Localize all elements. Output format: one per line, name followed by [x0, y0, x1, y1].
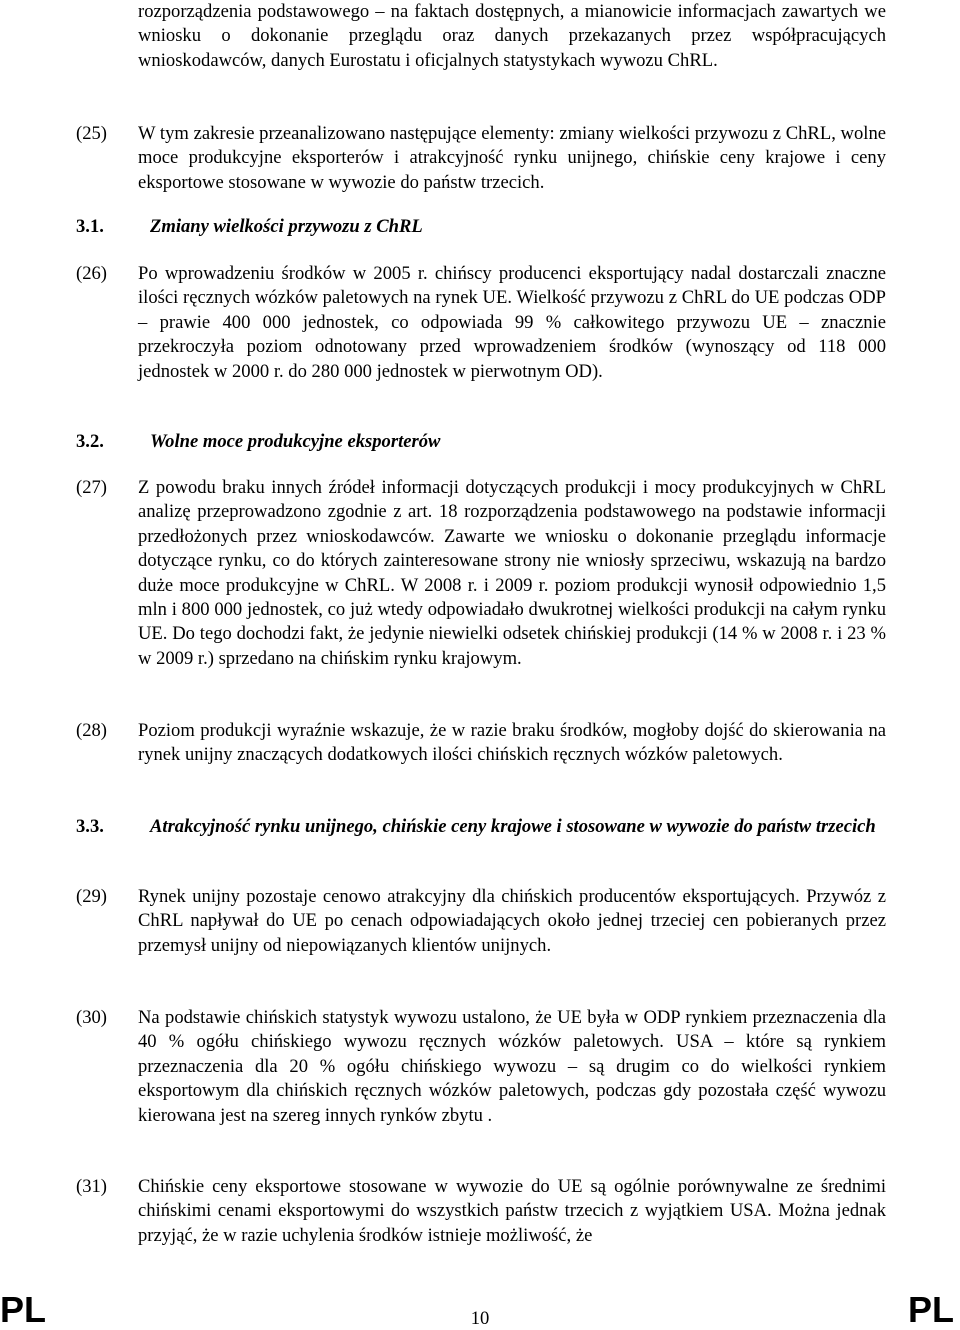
section-title: Atrakcyjność rynku unijnego, chińskie ceny krajowe i stosowane w wywozie do państw trzecich — [150, 816, 876, 837]
paragraph-number: (31) — [76, 1176, 107, 1197]
paragraph-number: (26) — [76, 263, 107, 284]
section-heading-3-1 — [76, 215, 886, 239]
paragraph-31 — [76, 1175, 886, 1248]
paragraph-25 — [76, 122, 886, 195]
footer-language-label-left: PL — [0, 1289, 47, 1330]
paragraph-text: W tym zakresie przeanalizowano następujące elementy: zmiany wielkości przywozu z ChRL, wolne moce produkcyjne eksporterów i atrakcyjność rynku unijnego, chińskie ceny krajowe i ceny eksportowe stosowane w wywozie do państw trzecich. — [138, 123, 886, 193]
paragraph-29 — [76, 885, 886, 958]
section-number: 3.3. — [76, 816, 104, 837]
paragraph-text: Na podstawie chińskich statystyk wywozu ustalono, że UE była w ODP rynkiem przeznaczenia dla 40 % ogółu chińskiego wywozu ręcznych wózków paletowych. USA – które są rynkiem przeznaczenia dla 20 % ogółu chińskiego wywozu – są drugim co do wielkości rynkiem eksportowym dla chińskich ręcznych wózków paletowych, podczas gdy pozostała część wywozu kierowana jest na szereg innych rynków zbytu . — [138, 1007, 886, 1126]
paragraph-text: Rynek unijny pozostaje cenowo atrakcyjny dla chińskich producentów eksportujących. Przywóz z ChRL napływał do UE po cenach odpowiadających około jednej trzeciej cen pobieranych przez przemysł unijny od niepowiązanych klientów unijnych. — [138, 886, 886, 956]
section-heading-3-3 — [76, 815, 886, 839]
paragraph-number: (25) — [76, 123, 107, 144]
paragraph-number: (27) — [76, 477, 107, 498]
paragraph-number: (29) — [76, 886, 107, 907]
paragraph-number: (28) — [76, 720, 107, 741]
paragraph-text: Poziom produkcji wyraźnie wskazuje, że w razie braku środków, mogłoby dojść do skierowania na rynek unijny znaczących dodatkowych ilości chińskich ręcznych wózków paletowych. — [138, 720, 886, 766]
paragraph-28 — [76, 719, 886, 768]
footer-language-label-right: PL — [907, 1289, 954, 1330]
paragraph-text: Chińskie ceny eksportowe stosowane w wywozie do UE są ogólnie porównywalne ze średnimi chińskimi cenami eksportowymi do wszystkich państw trzecich z wyjątkiem USA. Można jednak przyjąć, że w razie uchylenia środków istnieje możliwość, że — [138, 1176, 886, 1246]
paragraph-27 — [76, 476, 886, 671]
paragraph-26 — [76, 262, 886, 384]
section-title: Zmiany wielkości przywozu z ChRL — [150, 216, 423, 237]
section-title: Wolne moce produkcyjne eksporterów — [150, 431, 441, 452]
paragraph-text: Z powodu braku innych źródeł informacji dotyczących produkcji i mocy produkcyjnych w ChRL analizę przeprowadzono zgodnie z art. 18 rozporządzenia podstawowego na podstawie informacji przedłożonych przez wnioskodawców. Zawarte we wniosku o dokonanie przeglądu informacje dotyczące rynku, co do których zainteresowane strony nie wniosły sprzeciwu, wskazują na bardzo duże moce produkcyjne w ChRL. W 2008 r. i 2009 r. poziom produkcji wynosił odpowiednio 1,5 mln i 800 000 jednostek, co już wtedy odpowiadało dwukrotnej wielkości produkcji na całym rynku UE. Do tego dochodzi fakt, że jedynie niewielki odsetek chińskiej produkcji (14 % w 2008 r. i 23 % w 2009 r.) sprzedano na chińskim rynku krajowym. — [138, 477, 886, 669]
section-number: 3.2. — [76, 431, 104, 452]
page-number: 10 — [470, 1308, 490, 1329]
paragraph-number: (30) — [76, 1007, 107, 1028]
intro-paragraph-continuation: rozporządzenia podstawowego – na faktach dostępnych, a mianowicie informacjach zawartych we wniosku o dokonanie przeglądu oraz danych przekazanych przez współpracujących wnioskodawców, danych Eurostatu i oficjalnych statystykach wywozu ChRL. — [138, 1, 886, 71]
paragraph-30 — [76, 1006, 886, 1128]
paragraph-text: Po wprowadzeniu środków w 2005 r. chińscy producenci eksportujący nadal dostarczali znaczne ilości ręcznych wózków paletowych na rynek UE. Wielkość przywozu z ChRL do UE podczas ODP – prawie 400 000 jednostek, co odpowiada 99 % całkowitego przywozu UE – znacznie przekroczyła poziom odnotowany przed wprowadzeniem środków (wynoszący od 118 000 jednostek w 2000 r. do 280 000 jednostek w pierwotnym OD). — [138, 263, 886, 382]
section-heading-3-2 — [76, 430, 886, 454]
section-number: 3.1. — [76, 216, 104, 237]
